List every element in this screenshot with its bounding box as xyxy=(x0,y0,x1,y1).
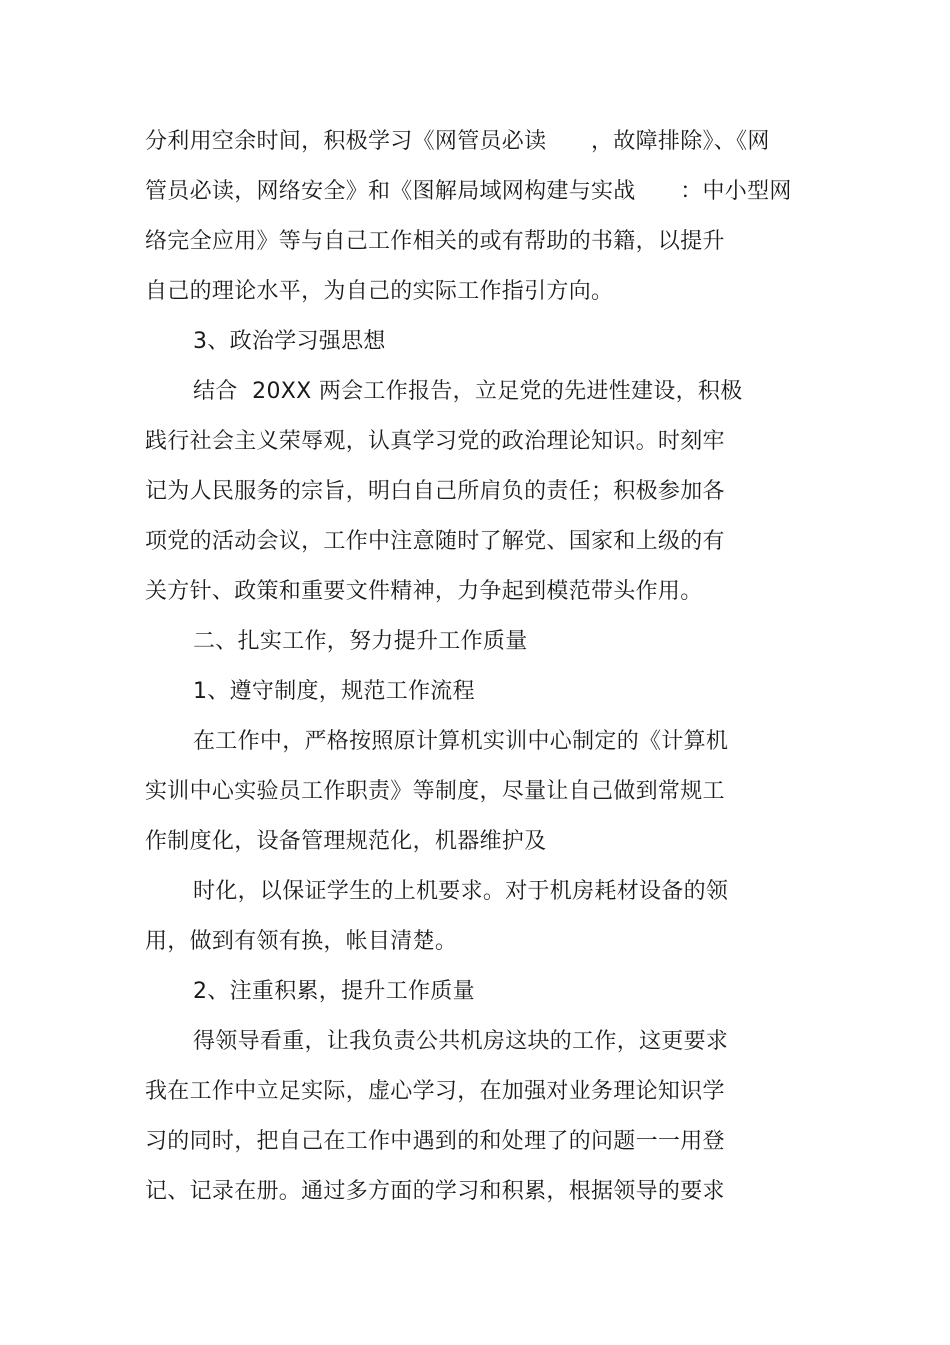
text-line: 记、记录在册。通过多方面的学习和积累，根据领导的要求 xyxy=(145,1179,725,1204)
text-line: 自己的理论水平，为自己的实际工作指引方向。 xyxy=(145,279,614,304)
text-line: 管员必读，网络安全》和《图解局域网构建与实战 ：中小型网 xyxy=(145,179,792,204)
text-line: 作制度化，设备管理规范化，机器维护及 xyxy=(145,829,547,854)
text-line: 时化，以保证学生的上机要求。对于机房耗材设备的领 xyxy=(193,879,729,904)
text-line: 践行社会主义荣辱观，认真学习党的政治理论知识。时刻牢 xyxy=(145,429,725,454)
text-line: 关方针、政策和重要文件精神，力争起到模范带头作用。 xyxy=(145,579,703,604)
section-heading: 3、政治学习强思想 xyxy=(193,329,386,354)
text-line: 我在工作中立足实际，虚心学习，在加强对业务理论知识学 xyxy=(145,1079,725,1104)
section-heading: 1、遵守制度，规范工作流程 xyxy=(193,679,475,704)
text-line: 实训中心实验员工作职责》等制度，尽量让自己做到常规工 xyxy=(145,779,725,804)
text-line: 用，做到有领有换，帐目清楚。 xyxy=(145,929,458,954)
text-line: 得领导看重，让我负责公共机房这块的工作，这更要求 xyxy=(193,1029,729,1054)
text-line: 在工作中，严格按照原计算机实训中心制定的《计算机 xyxy=(193,729,729,754)
text-line: 习的同时，把自己在工作中遇到的和处理了的问题一一用登 xyxy=(145,1129,725,1154)
text-line: 记为人民服务的宗旨，明白自己所肩负的责任；积极参加各 xyxy=(145,479,725,504)
section-heading: 二、扎实工作，努力提升工作质量 xyxy=(193,629,528,654)
text-line: 分利用空余时间，积极学习《网管员必读 ，故障排除》、《网 xyxy=(145,129,770,154)
text-line: 结合 20XX 两会工作报告，立足党的先进性建设，积极 xyxy=(193,379,743,404)
text-line: 络完全应用》等与自己工作相关的或有帮助的书籍，以提升 xyxy=(145,229,725,254)
section-heading: 2、注重积累，提升工作质量 xyxy=(193,979,475,1004)
text-line: 项党的活动会议，工作中注意随时了解党、国家和上级的有 xyxy=(145,529,725,554)
